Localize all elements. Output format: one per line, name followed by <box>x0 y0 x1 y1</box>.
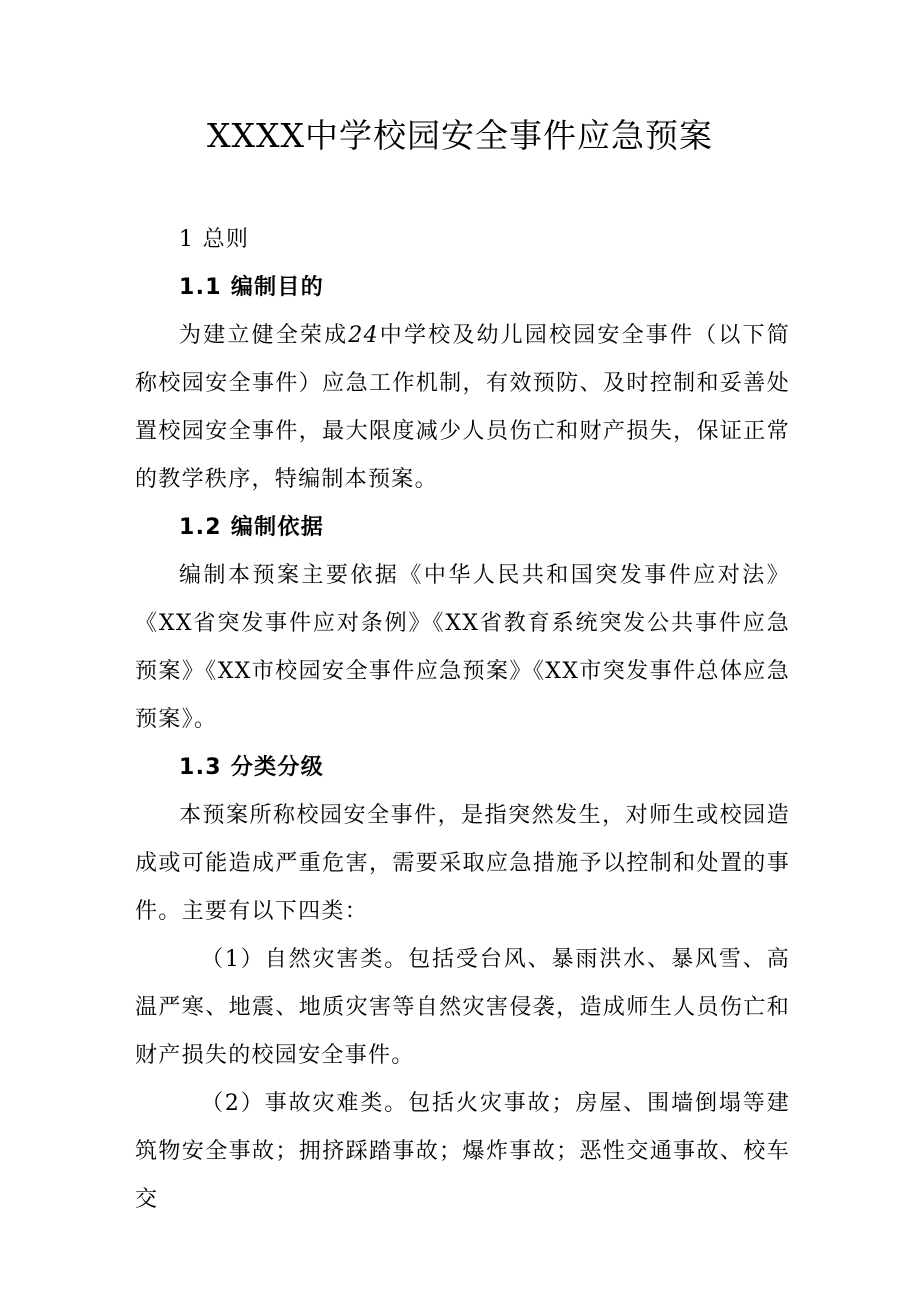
section-1-2-paragraph: 编制本预案主要依据《中华人民共和国突发事件应对法》《XX省突发事件应对条例》《XX省教育系统突发公共事件应急预案》《XX市校园安全事件应急预案》《XX市突发事件总体应急预案》。 <box>135 563 790 732</box>
document-title: XXXX中学校园安全事件应急预案 <box>207 116 713 155</box>
section-1-1-school-number: 24 <box>348 323 379 348</box>
section-1-3-heading: 1.3 分类分级 <box>179 755 325 780</box>
category-2-paragraph: （2）事故灾难类。包括火灾事故；房屋、围墙倒塌等建筑物安全事故；拥挤踩踏事故；爆炸事故；恶性交通事故、校车交 <box>135 1091 790 1212</box>
section-1-1-paragraph <box>135 312 790 504</box>
document-body <box>135 216 790 1224</box>
section-1-3-paragraph: 本预案所称校园安全事件，是指突然发生，对师生或校园造成或可能造成严重危害，需要采取应急措施予以控制和处置的事件。主要有以下四类： <box>135 803 790 924</box>
section-1-2-heading: 1.2 编制依据 <box>179 515 325 540</box>
category-1-paragraph: （1）自然灾害类。包括受台风、暴雨洪水、暴风雪、高温严寒、地震、地质灾害等自然灾害侵袭，造成师生人员伤亡和财产损失的校园安全事件。 <box>135 947 790 1068</box>
section-1-heading: 1 总则 <box>179 227 250 252</box>
section-1-1-text-part-a: 为建立健全荣成 <box>179 323 349 348</box>
section-1-1-text-part-b: 中学校及幼儿园校园安全事件（以下简称校园安全事件）应急工作机制，有效预防、及时控制和妥善处置校园安全事件，最大限度减少人员伤亡和财产损失，保证正常的教学秩序，特编制本预案。 <box>135 323 790 492</box>
section-1-1-heading: 1.1 编制目的 <box>179 275 325 300</box>
